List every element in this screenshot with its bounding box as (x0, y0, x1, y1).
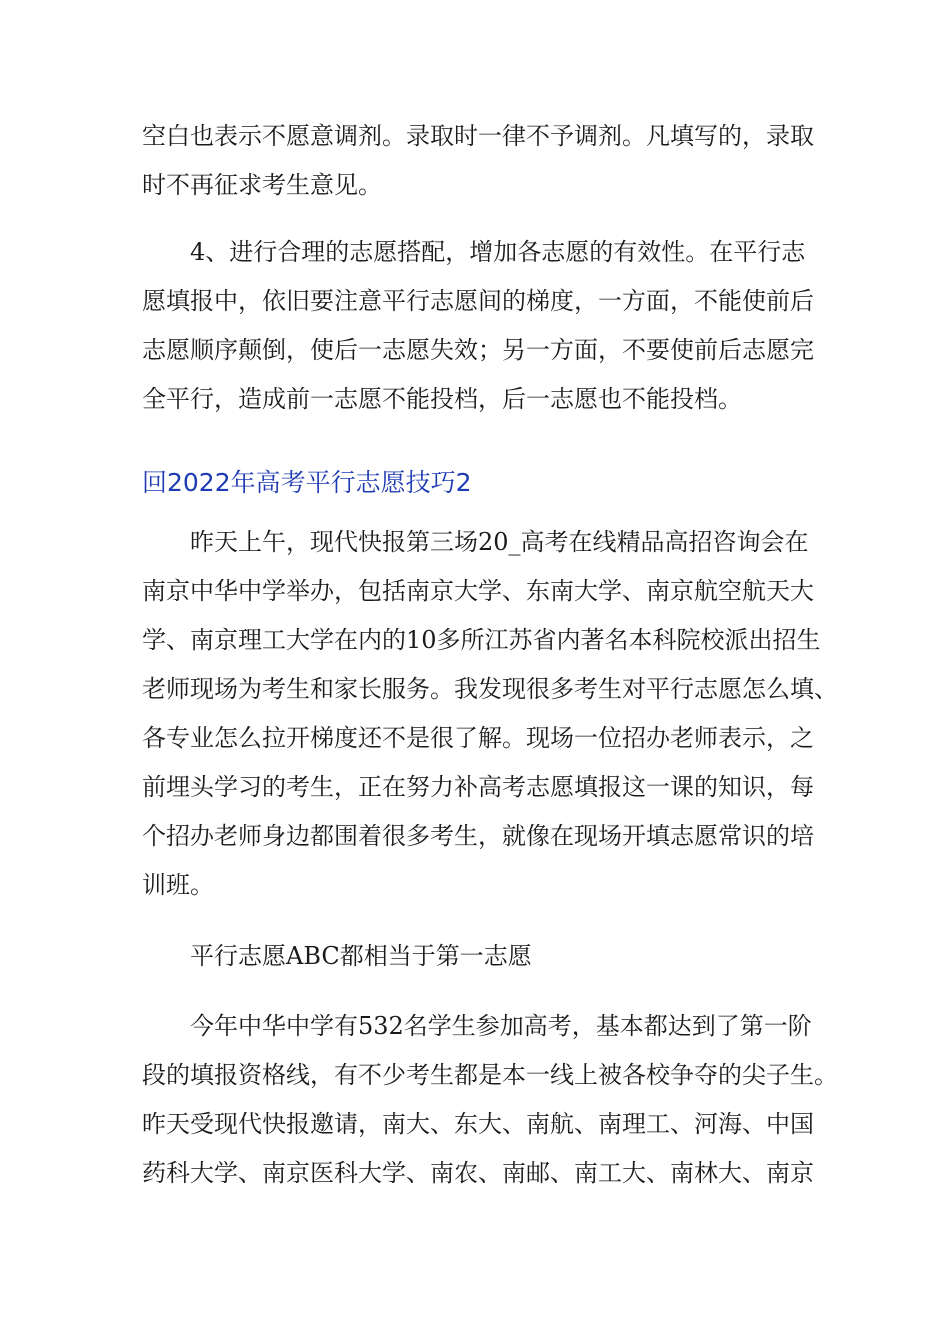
section-heading: 回2022年高考平行志愿技巧2 (142, 468, 472, 497)
text-line: 学、南京理工大学在内的10多所江苏省内著名本科院校派出招生 (142, 626, 821, 654)
paragraph-4 (142, 932, 822, 981)
text-line: 训班。 (142, 871, 214, 899)
text-line: 南京中华中学举办，包括南京大学、东南大学、南京航空航天大 (142, 577, 814, 605)
paragraph-2 (142, 228, 822, 424)
text-line: 昨天上午，现代快报第三场20_高考在线精品高招咨询会在 (190, 528, 809, 556)
text-line: 4、进行合理的志愿搭配，增加各志愿的有效性。在平行志 (190, 238, 806, 266)
text-line: 志愿顺序颠倒，使后一志愿失效；另一方面，不要使前后志愿完 (142, 336, 814, 364)
text-line: 昨天受现代快报邀请，南大、东大、南航、南理工、河海、中国 (142, 1110, 814, 1138)
text-line: 空白也表示不愿意调剂。录取时一律不予调剂。凡填写的，录取 (142, 122, 814, 150)
text-line: 时不再征求考生意见。 (142, 171, 382, 199)
text-line: 个招办老师身边都围着很多考生，就像在现场开填志愿常识的培 (142, 822, 814, 850)
text-line: 平行志愿ABC都相当于第一志愿 (190, 942, 532, 970)
text-line: 前埋头学习的考生，正在努力补高考志愿填报这一课的知识，每 (142, 773, 814, 801)
text-line: 各专业怎么拉开梯度还不是很了解。现场一位招办老师表示，之 (142, 724, 814, 752)
paragraph-1 (142, 112, 822, 210)
text-line: 段的填报资格线，有不少考生都是本一线上被各校争夺的尖子生。 (142, 1061, 838, 1089)
text-line: 愿填报中，依旧要注意平行志愿间的梯度，一方面，不能使前后 (142, 287, 814, 315)
paragraph-5 (142, 1002, 838, 1198)
text-line: 药科大学、南京医科大学、南农、南邮、南工大、南林大、南京 (142, 1159, 814, 1187)
text-line: 老师现场为考生和家长服务。我发现很多考生对平行志愿怎么填、 (142, 675, 838, 703)
text-line: 全平行，造成前一志愿不能投档，后一志愿也不能投档。 (142, 385, 742, 413)
text-line: 今年中华中学有532名学生参加高考，基本都达到了第一阶 (190, 1012, 812, 1040)
paragraph-3 (142, 518, 838, 910)
